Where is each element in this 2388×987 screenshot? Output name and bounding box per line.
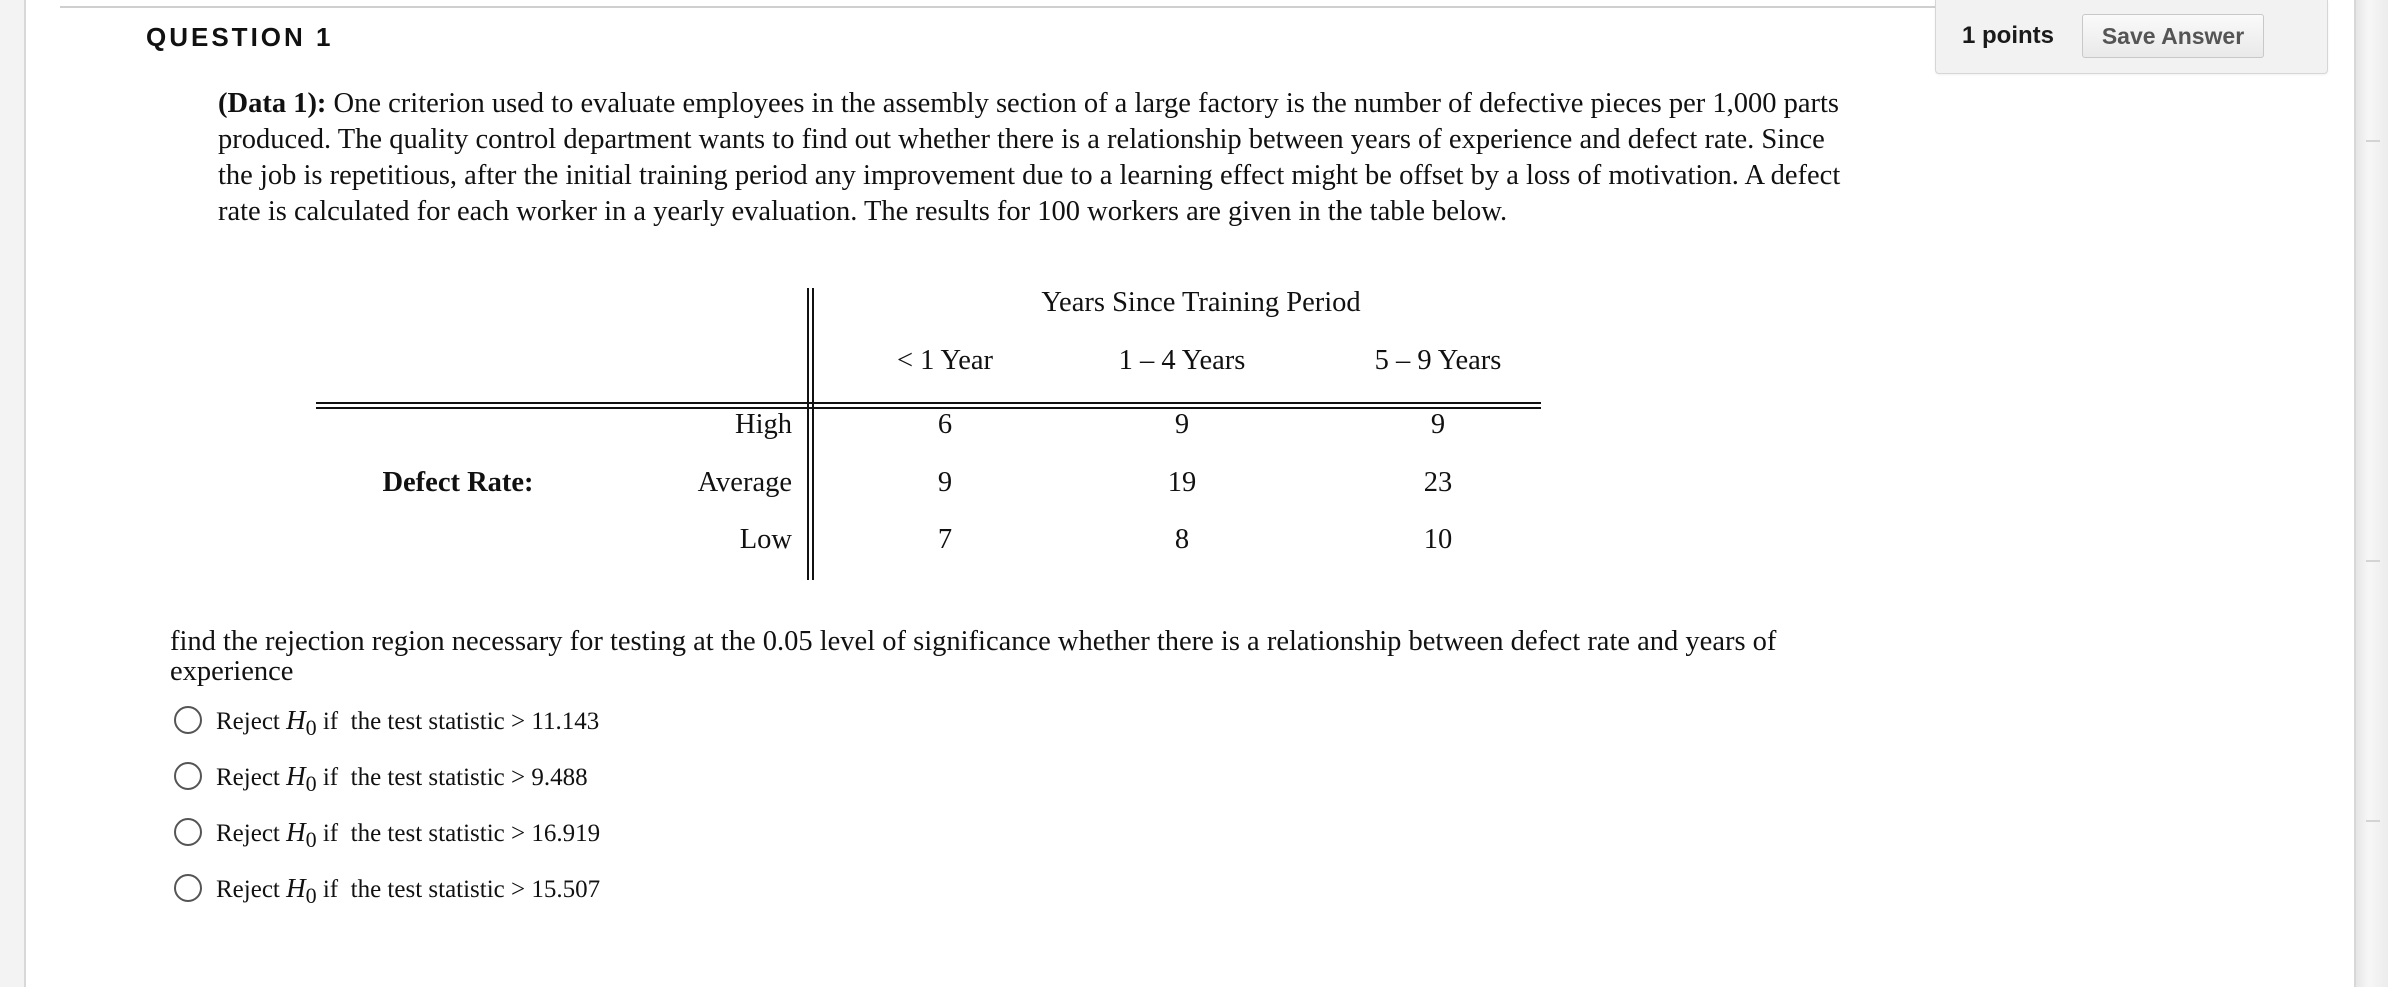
radio-button[interactable] xyxy=(174,874,202,902)
column-header: < 1 Year xyxy=(896,345,994,376)
table-cell: 9 xyxy=(1430,409,1446,440)
option-label: Reject $H_0$ if the test statistic > 16.919 xyxy=(216,816,601,852)
table-cell: 7 xyxy=(937,524,953,555)
answer-option[interactable] xyxy=(174,700,599,740)
row-label: Low xyxy=(739,524,792,555)
option-label: Reject $H_0$ if the test statistic > 9.488 xyxy=(216,760,588,796)
row-group-label: Defect Rate: xyxy=(382,467,534,498)
points-box xyxy=(1935,0,2328,74)
answer-option[interactable] xyxy=(174,868,600,908)
table-cell: 19 xyxy=(1167,467,1197,498)
radio-button[interactable] xyxy=(174,706,202,734)
table-cell: 10 xyxy=(1423,524,1453,555)
question-prompt: find the rejection region necessary for testing at the 0.05 level of significance whether there is a relationship between defect rate and years of experience xyxy=(170,626,1777,687)
row-label: Average xyxy=(697,467,792,498)
question-heading: QUESTION 1 xyxy=(146,22,334,52)
column-header: 1 – 4 Years xyxy=(1118,345,1246,376)
data-paragraph xyxy=(218,86,1858,230)
row-label: High xyxy=(735,409,792,440)
answer-option[interactable] xyxy=(174,812,600,852)
table-cell: 6 xyxy=(937,409,953,440)
option-label: Reject $H_0$ if the test statistic > 11.143 xyxy=(216,704,600,740)
save-answer-button[interactable]: Save Answer xyxy=(2082,14,2264,58)
data-description: One criterion used to evaluate employees in the assembly section of a large factory is the number of defective pieces per 1,000 parts produced. The quality control department wants to find out whether there is a relationship between years of experience and defect rate. Since the job is repetitious, after the initial training period any improvement due to a learning effect might be offset by a loss of motivation. A defect rate is calculated for each worker in a yearly evaluation. The results for 100 workers are given in the table below. xyxy=(218,88,1841,227)
table-cell: 23 xyxy=(1423,467,1453,498)
radio-button[interactable] xyxy=(174,762,202,790)
table-cell: 9 xyxy=(1174,409,1190,440)
right-gutter xyxy=(2356,0,2388,987)
data-label: (Data 1): xyxy=(218,88,327,119)
answer-option[interactable] xyxy=(174,756,588,796)
column-group-header: Years Since Training Period xyxy=(1041,287,1361,318)
column-header: 5 – 9 Years xyxy=(1374,345,1502,376)
points-label: 1 points xyxy=(1962,22,2055,49)
option-label: Reject $H_0$ if the test statistic > 15.507 xyxy=(216,872,601,908)
table-cell: 9 xyxy=(937,467,953,498)
table-cell: 8 xyxy=(1174,524,1190,555)
radio-button[interactable] xyxy=(174,818,202,846)
